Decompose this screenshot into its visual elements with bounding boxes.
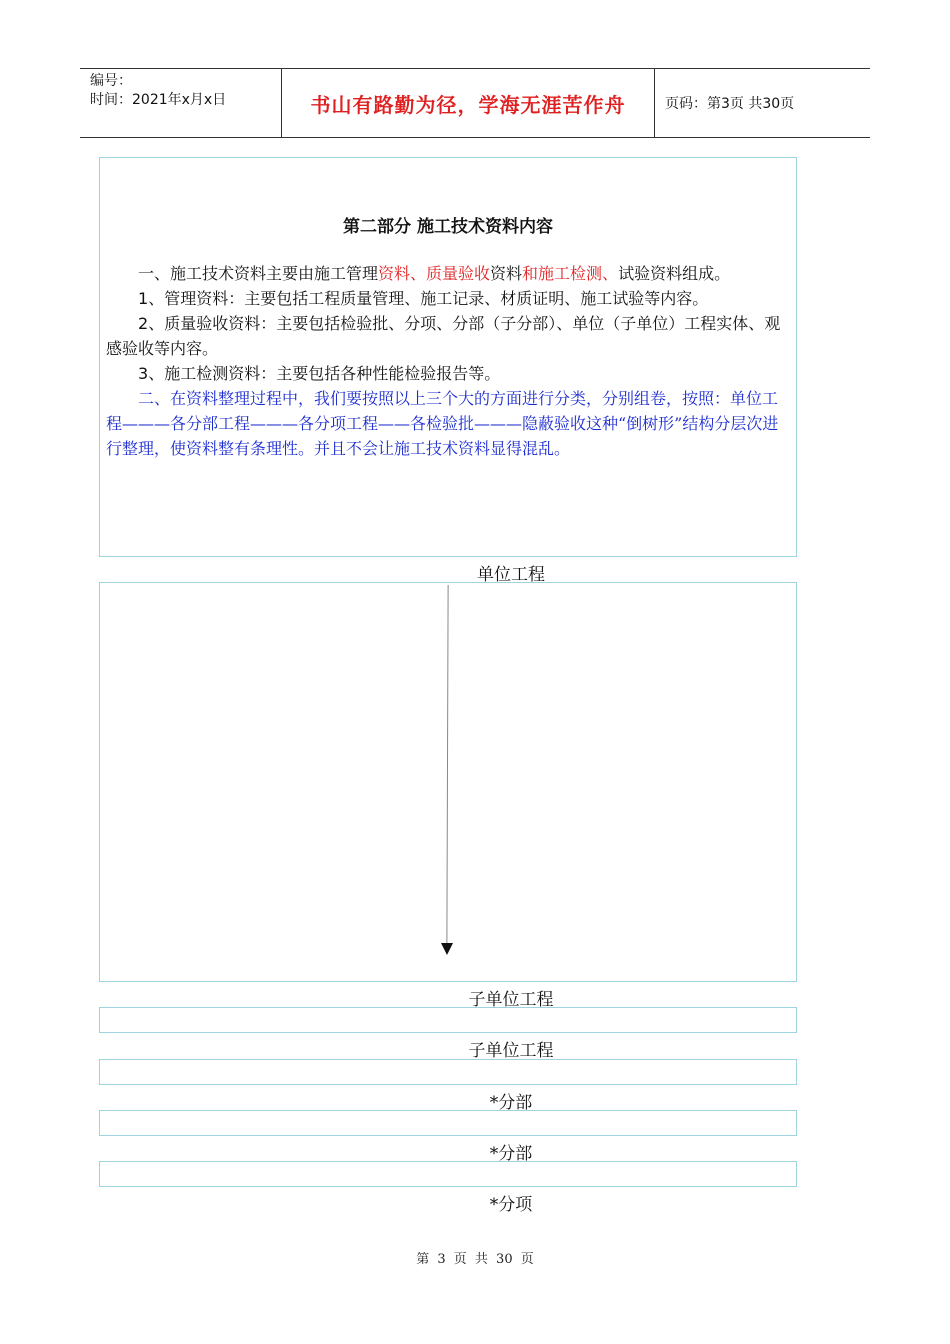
- tree-label-subunit-2: 子单位工程: [468, 1041, 554, 1061]
- header-motto: 书山有路勤为径，学海无涯苦作舟: [282, 69, 655, 137]
- intro-text-c: 试验资料组成。: [618, 264, 731, 283]
- tree-box-part-1: [99, 1110, 797, 1136]
- part-two-text-b: 整理过程中，我们要按照以上三个大的方面进行分类，分别组卷，按照：单位工程———各分部工程———各分项工程——各检验批———隐蔽验收这种“倒树形”结构分层次进行整理，使资料整有条理性。并且不会让施工技术资料显得混乱。: [106, 389, 779, 458]
- item-3-text: 、施工检测资料：主要包括各种性能检验报告等。: [148, 364, 501, 383]
- tree-diagram-box: [99, 582, 797, 982]
- tree-connector-line: [446, 585, 448, 943]
- tree-label-part-1: *分部: [489, 1093, 533, 1113]
- intro-highlight-2: 和施工检测、: [522, 264, 619, 283]
- header-meta: [80, 69, 282, 137]
- item-1-number: 1: [138, 289, 149, 308]
- item-2-text: 、质量验收资料：主要包括检验批、分项、分部（子分部）、单位（子单位）工程实体、观感验收等内容。: [106, 314, 781, 358]
- tree-label-unit: 单位工程: [477, 565, 545, 585]
- content-box: [99, 157, 797, 557]
- page-footer: 第 3 页 共 30 页: [416, 1252, 534, 1267]
- tree-box-part-2: [99, 1161, 797, 1187]
- intro-text-a: 一、施工技术资料主要由施工管理: [138, 264, 379, 283]
- item-3-number: 3: [138, 364, 149, 383]
- arrow-down-icon: [441, 943, 453, 955]
- time-label: 时间：2021年x月x日: [90, 92, 227, 108]
- item-2-number: 2: [138, 314, 149, 333]
- item-3: [106, 361, 790, 386]
- tree-box-subunit-2: [99, 1059, 797, 1085]
- tree-label-part-2: *分部: [489, 1144, 533, 1164]
- item-1: [106, 286, 790, 311]
- intro-paragraph: [106, 261, 790, 286]
- item-1-text: 、管理资料：主要包括工程质量管理、施工记录、材质证明、施工试验等内容。: [148, 289, 709, 308]
- header-page-info: 页码：第3页 共30页: [665, 96, 795, 112]
- tree-label-subunit-1: 子单位工程: [468, 990, 554, 1010]
- number-label: 编号：: [90, 73, 132, 89]
- section-title: 第二部分 施工技术资料内容: [343, 217, 553, 237]
- tree-box-subunit-1: [99, 1007, 797, 1033]
- part-two-paragraph: [106, 386, 790, 461]
- intro-highlight-1: 资料、质量验收: [378, 264, 491, 283]
- part-two-text-a: 二、在资料: [138, 389, 219, 408]
- intro-text-b: 资料: [490, 264, 523, 283]
- tree-label-item: *分项: [489, 1195, 533, 1215]
- page-header: [80, 68, 870, 138]
- item-2: [106, 311, 790, 361]
